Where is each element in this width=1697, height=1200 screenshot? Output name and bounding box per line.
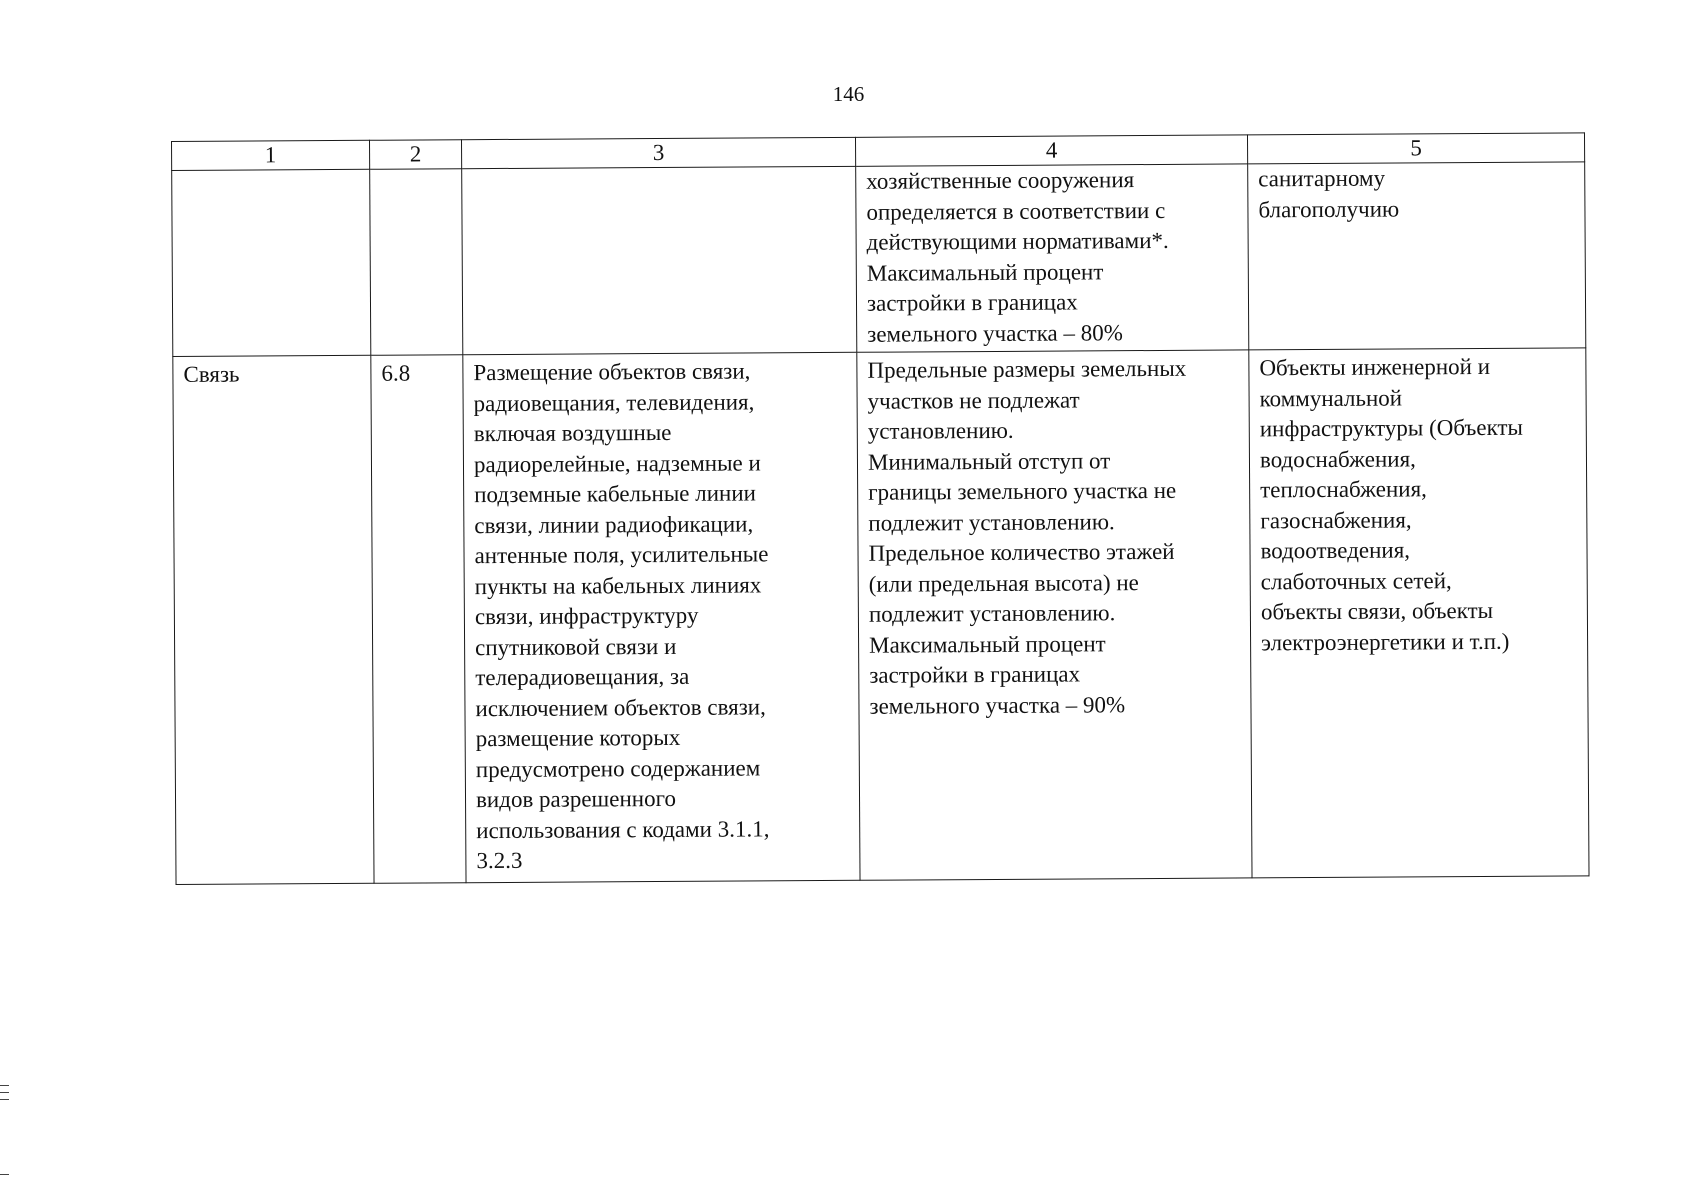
cell-text-line: Объекты инженерной и xyxy=(1259,353,1491,381)
cell-text-line: предусмотрено содержанием xyxy=(475,754,761,782)
row2-auxiliary-uses xyxy=(1249,348,1589,878)
header-cell-1: 1 xyxy=(172,140,370,170)
cell-text-line: пункты на кабельных линиях xyxy=(474,571,762,599)
cell-text-line: застройки в границах xyxy=(869,661,1081,688)
land-use-table xyxy=(171,132,1590,885)
row2-parameters xyxy=(857,350,1252,880)
cell-text-line: действующими нормативами*. xyxy=(866,227,1169,255)
cell-text-line: Минимальный отступ от xyxy=(867,447,1111,475)
scan-edge-mark xyxy=(0,1174,9,1175)
cell-text-line: санитарному xyxy=(1258,165,1386,192)
cell-text-line: Максимальный процент xyxy=(866,258,1104,286)
cell-text-line: связи, линии радиофикации, xyxy=(474,510,754,538)
scan-edge-mark xyxy=(0,1092,9,1093)
cell-text-line: объекты связи, объекты xyxy=(1260,597,1494,625)
cell-text-line: включая воздушные xyxy=(473,419,672,447)
table-row xyxy=(172,162,1586,357)
cell-text-line: телерадиовещания, за xyxy=(475,663,690,691)
header-cell-2: 2 xyxy=(369,140,461,170)
cell-text-line: слаботочных сетей, xyxy=(1260,567,1452,594)
cell-text-line: водоотведения, xyxy=(1260,537,1411,564)
cell-text-line: связи, инфраструктуру xyxy=(474,602,699,630)
row2-use-name: Связь xyxy=(173,355,374,884)
cell-text-line: установлению. xyxy=(867,417,1014,444)
cell-text-line: границы земельного участка не xyxy=(868,477,1177,505)
cell-text-line: застройки в границах xyxy=(866,289,1078,316)
cell-text-line: Максимальный процент xyxy=(869,630,1106,658)
row1-use-name xyxy=(172,169,371,356)
row1-description xyxy=(462,166,857,354)
cell-text-line: электроэнергетики и т.п.) xyxy=(1261,628,1510,655)
cell-text-line: благополучию xyxy=(1258,195,1400,222)
cell-text-line: газоснабжения, xyxy=(1260,506,1412,533)
cell-text-line: антенные поля, усилительные xyxy=(474,541,769,569)
cell-text-line: размещение которых xyxy=(475,724,681,752)
row2-use-code: 6.8 xyxy=(371,355,466,884)
cell-text-line: подлежит установлению. xyxy=(868,508,1115,536)
cell-text-line: хозяйственные сооружения xyxy=(866,167,1135,194)
cell-text-line: спутниковой связи и xyxy=(475,633,677,660)
header-cell-3: 3 xyxy=(461,137,855,168)
cell-text-line: 3.2.3 xyxy=(476,847,523,874)
row1-parameters xyxy=(856,164,1249,352)
cell-text-line: Размещение объектов связи, xyxy=(473,358,751,386)
cell-text-line: коммунальной xyxy=(1259,384,1403,411)
row1-auxiliary-uses xyxy=(1248,162,1586,350)
cell-text-line: использования с кодами 3.1.1, xyxy=(476,815,770,843)
cell-text-line: (или предельная высота) не xyxy=(868,569,1139,597)
cell-text-line: теплоснабжения, xyxy=(1260,476,1427,503)
page-number: 146 xyxy=(832,82,865,106)
row2-description xyxy=(463,352,860,882)
header-cell-4: 4 xyxy=(855,135,1247,166)
cell-text-line: Предельные размеры земельных xyxy=(867,355,1187,383)
cell-text-line: инфраструктуры (Объекты xyxy=(1259,414,1524,442)
cell-text-line: земельного участка – 80% xyxy=(867,319,1123,347)
scan-edge-mark xyxy=(0,1085,9,1086)
row1-use-code xyxy=(370,169,463,356)
table-row xyxy=(173,348,1589,885)
cell-text-line: Предельное количество этажей xyxy=(868,538,1175,566)
cell-text-line: земельного участка – 90% xyxy=(869,691,1126,719)
cell-text-line: определяется в соответствии с xyxy=(866,197,1166,225)
cell-text-line: подлежит установлению. xyxy=(868,600,1116,627)
cell-text-line: видов разрешенного xyxy=(475,785,676,813)
cell-text-line: участков не подлежат xyxy=(867,386,1080,414)
scan-edge-mark xyxy=(0,1099,9,1100)
cell-text-line: радиовещания, телевидения, xyxy=(473,388,755,416)
cell-text-line: водоснабжения, xyxy=(1259,445,1416,472)
cell-text-line: исключением объектов связи, xyxy=(475,693,766,721)
cell-text-line: радиорелейные, надземные и xyxy=(473,449,761,477)
cell-text-line: подземные кабельные линии xyxy=(474,480,756,508)
header-cell-5: 5 xyxy=(1247,133,1584,164)
